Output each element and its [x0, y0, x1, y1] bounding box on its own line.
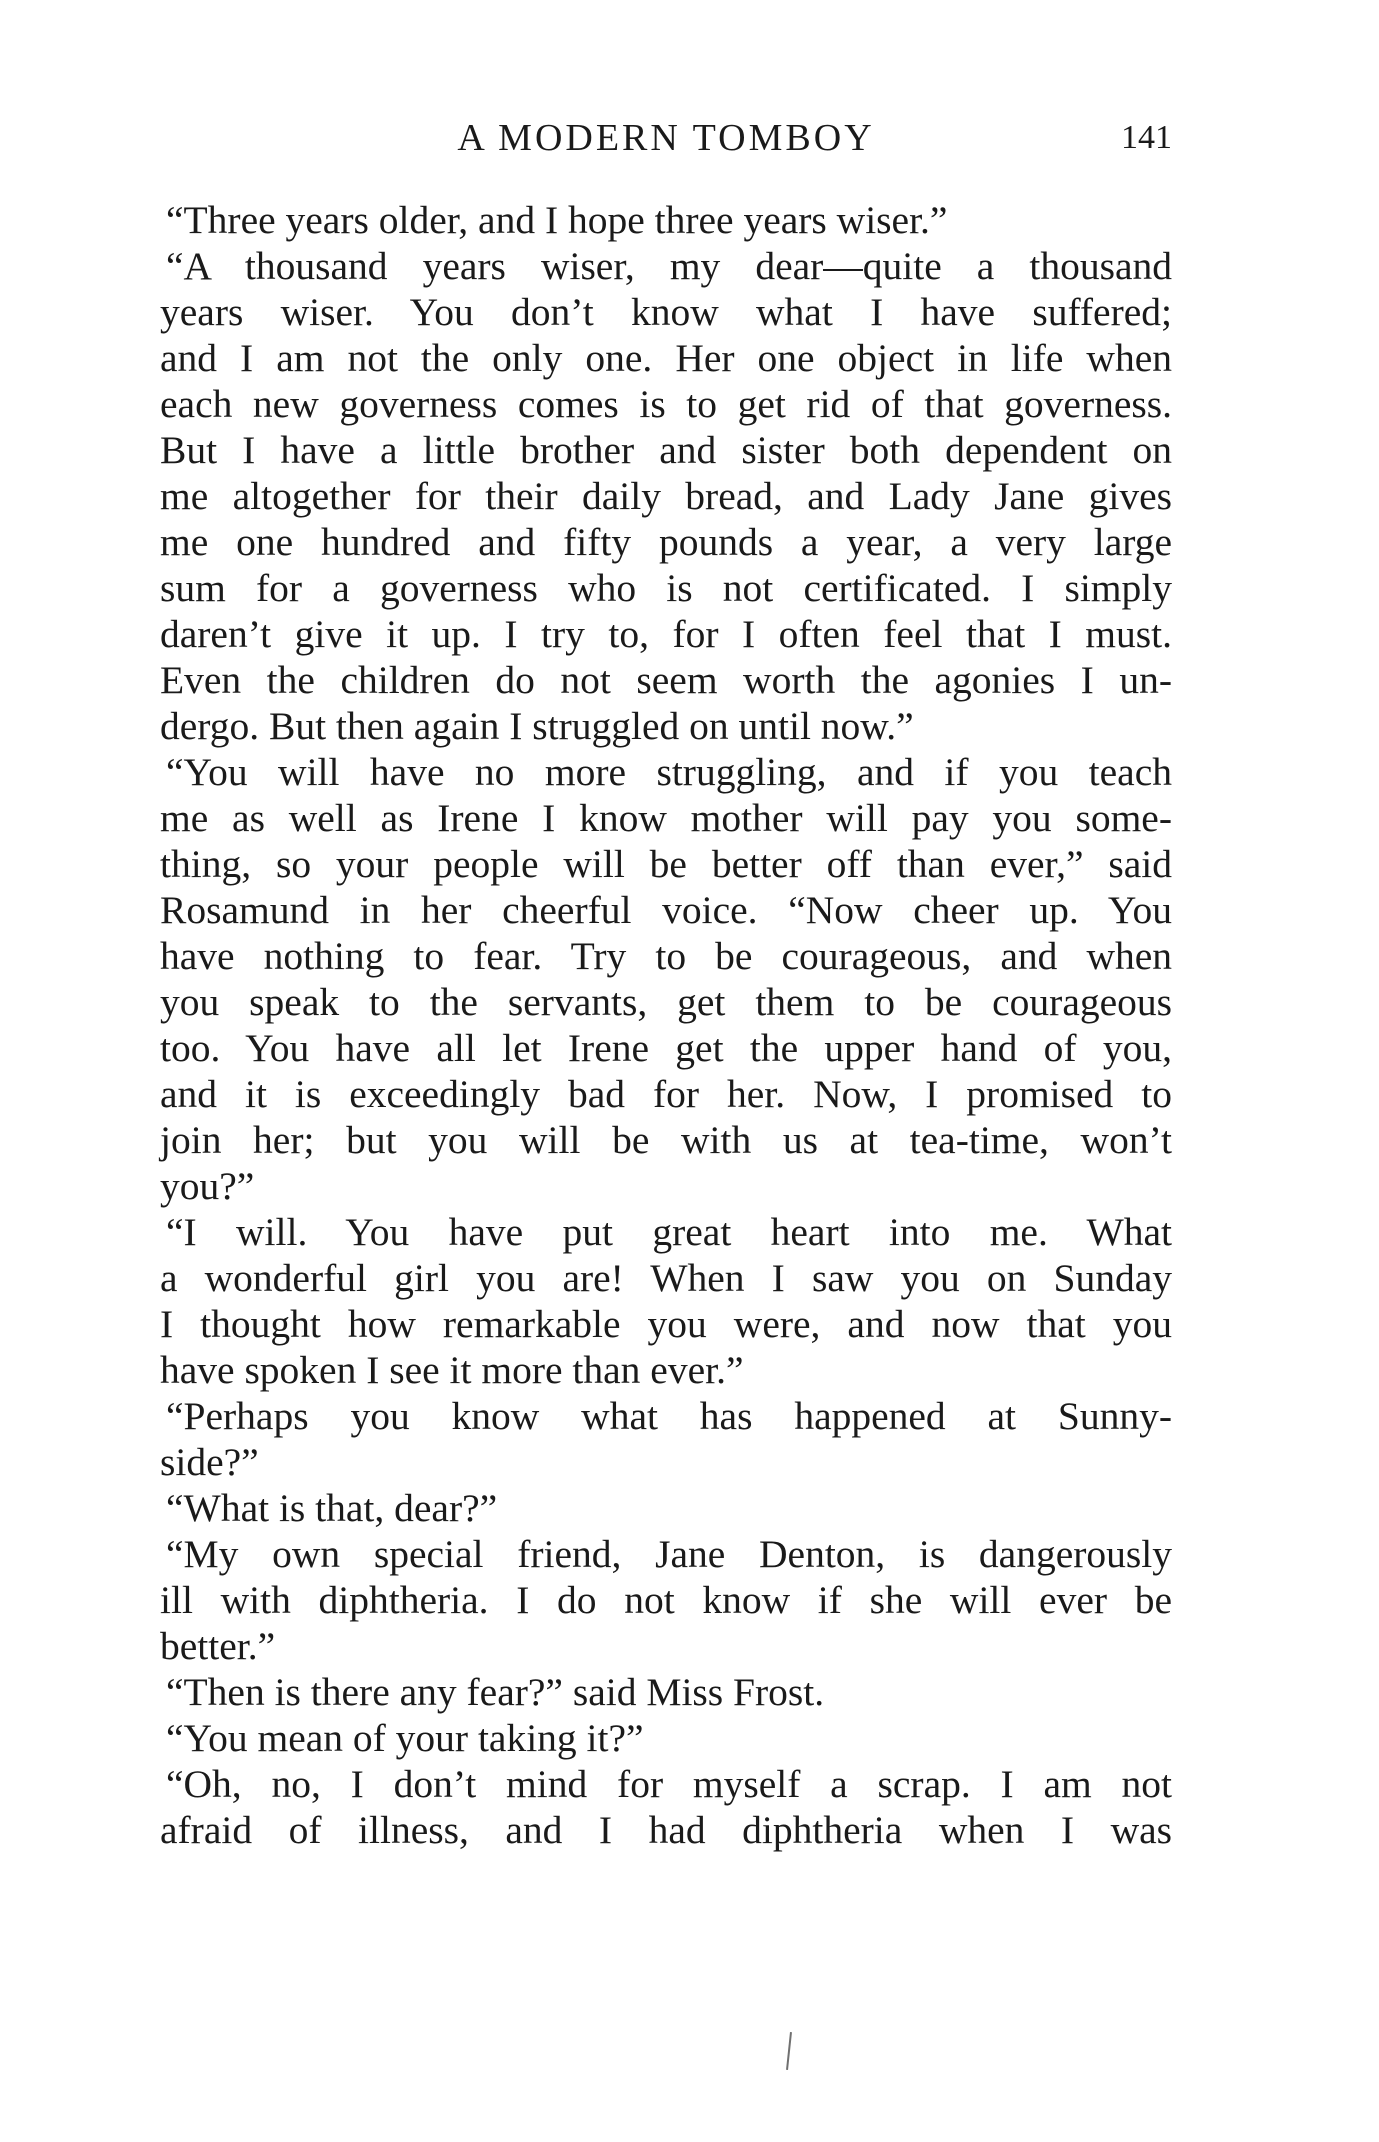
text-line: ill with diphtheria. I do not know if she will ever be — [160, 1578, 1172, 1622]
text-line: “You mean of your taking it?” — [166, 1716, 644, 1760]
text-line: thing, so your people will be better off than ever,” said — [160, 842, 1172, 886]
text-line: you?” — [160, 1164, 255, 1208]
text-line: I thought how remarkable you were, and now that you — [160, 1302, 1172, 1346]
text-line: me one hundred and fifty pounds a year, a very large — [160, 520, 1172, 564]
text-line: side?” — [160, 1440, 259, 1484]
text-line: have spoken I see it more than ever.” — [160, 1348, 744, 1392]
text-line: sum for a governess who is not certificated. I simply — [160, 566, 1172, 610]
stray-ink-mark — [786, 2032, 792, 2070]
text-line: each new governess comes is to get rid of that governess. — [160, 382, 1172, 426]
text-line: me as well as Irene I know mother will pay you some- — [160, 796, 1172, 840]
text-line: too. You have all let Irene get the upper hand of you, — [160, 1026, 1172, 1070]
page-number: 141 — [1121, 119, 1172, 156]
text-line: “I will. You have put great heart into me. What — [166, 1210, 1172, 1254]
text-line: and it is exceedingly bad for her. Now, I promised to — [160, 1072, 1172, 1116]
text-line: better.” — [160, 1624, 276, 1668]
text-line: “Then is there any fear?” said Miss Frost. — [166, 1670, 825, 1714]
text-line: daren’t give it up. I try to, for I often feel that I must. — [160, 612, 1172, 656]
text-line: join her; but you will be with us at tea-time, won’t — [160, 1118, 1172, 1162]
text-line: “You will have no more struggling, and if you teach — [166, 750, 1172, 794]
text-line: “What is that, dear?” — [166, 1486, 498, 1530]
text-line: a wonderful girl you are! When I saw you on Sunday — [160, 1256, 1172, 1300]
text-line: “Oh, no, I don’t mind for myself a scrap. I am not — [166, 1762, 1172, 1806]
text-line: years wiser. You don’t know what I have suffered; — [160, 290, 1172, 334]
text-line: me altogether for their daily bread, and Lady Jane gives — [160, 474, 1172, 518]
text-line: afraid of illness, and I had diphtheria when I was — [160, 1808, 1172, 1852]
text-line: “Three years older, and I hope three years wiser.” — [166, 198, 948, 242]
body-text — [160, 197, 1172, 1853]
running-head — [160, 108, 1172, 168]
text-line: you speak to the servants, get them to be courageous — [160, 980, 1172, 1024]
text-line: and I am not the only one. Her one object in life when — [160, 336, 1172, 380]
text-line: Even the children do not seem worth the agonies I un- — [160, 658, 1172, 702]
running-title: A MODERN TOMBOY — [457, 117, 875, 159]
text-line: dergo. But then again I struggled on until now.” — [160, 704, 914, 748]
text-line: have nothing to fear. Try to be courageous, and when — [160, 934, 1172, 978]
text-line: Rosamund in her cheerful voice. “Now cheer up. You — [160, 888, 1172, 932]
text-line: “A thousand years wiser, my dear—quite a thousand — [166, 244, 1172, 288]
text-line: “My own special friend, Jane Denton, is dangerously — [166, 1532, 1172, 1576]
text-line: “Perhaps you know what has happened at Sunny- — [166, 1394, 1172, 1438]
text-line: But I have a little brother and sister both dependent on — [160, 428, 1172, 472]
